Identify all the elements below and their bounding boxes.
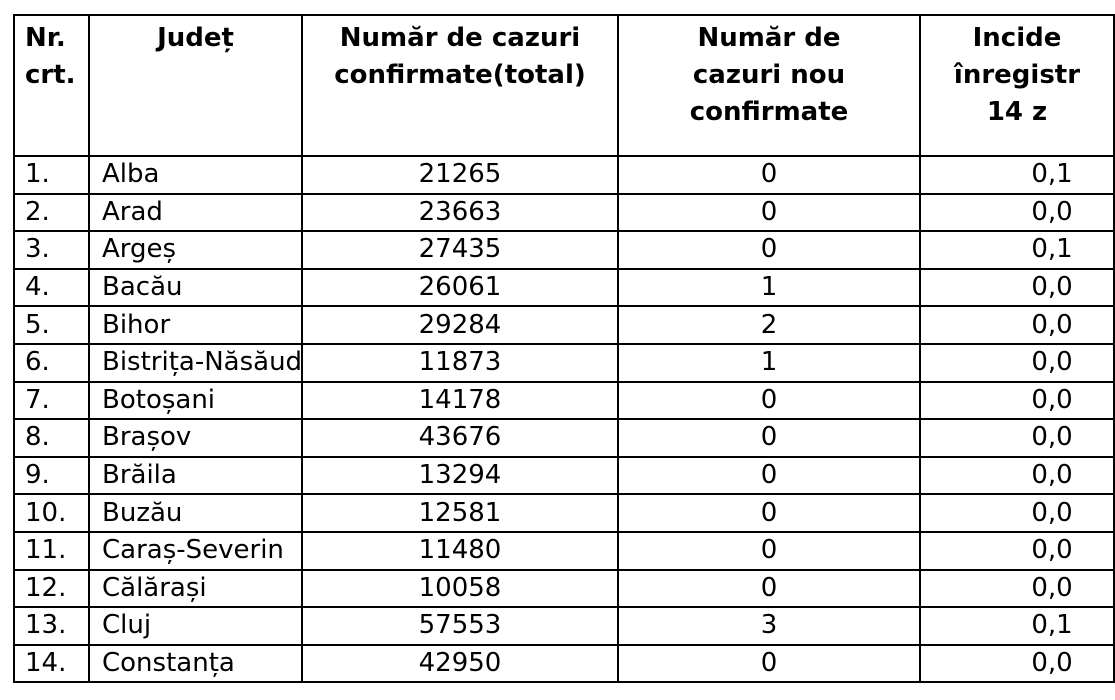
cell-incidence: 0,0 (920, 382, 1114, 420)
cell-new: 0 (618, 570, 920, 608)
table-row (14, 494, 1114, 532)
cases-table (13, 14, 1115, 683)
header-incidence-line-3: 14 z (986, 97, 1048, 127)
cell-nr: 2. (14, 194, 89, 232)
cell-nr: 11. (14, 532, 89, 570)
cell-judet: Botoșani (89, 382, 302, 420)
cell-new: 0 (618, 382, 920, 420)
cell-incidence: 0,1 (920, 231, 1114, 269)
cell-incidence: 0,0 (920, 457, 1114, 495)
header-new-line-3: confirmate (689, 97, 849, 127)
cell-total: 21265 (302, 156, 618, 194)
table-row (14, 231, 1114, 269)
table-row (14, 532, 1114, 570)
cell-new: 0 (618, 419, 920, 457)
cell-new: 0 (618, 494, 920, 532)
cell-nr: 6. (14, 344, 89, 382)
cell-judet: Cluj (89, 607, 302, 645)
cell-total: 43676 (302, 419, 618, 457)
cell-incidence: 0,0 (920, 419, 1114, 457)
cell-total: 10058 (302, 570, 618, 608)
header-judet (89, 15, 302, 156)
table-row (14, 645, 1114, 683)
header-incidence-line-2: înregistr (953, 60, 1081, 90)
cell-total: 13294 (302, 457, 618, 495)
cell-judet: Brăila (89, 457, 302, 495)
cell-total: 11873 (302, 344, 618, 382)
cell-judet: Constanța (89, 645, 302, 683)
cell-judet: Buzău (89, 494, 302, 532)
cell-new: 0 (618, 231, 920, 269)
cell-total: 12581 (302, 494, 618, 532)
cell-incidence: 0,0 (920, 344, 1114, 382)
cell-nr: 14. (14, 645, 89, 683)
table-row (14, 194, 1114, 232)
table-row (14, 344, 1114, 382)
cell-nr: 9. (14, 457, 89, 495)
header-new-line-1: Număr de (697, 23, 841, 53)
cell-incidence: 0,0 (920, 194, 1114, 232)
cell-nr: 7. (14, 382, 89, 420)
cell-nr: 3. (14, 231, 89, 269)
cell-total: 26061 (302, 269, 618, 307)
table-row (14, 419, 1114, 457)
cell-nr: 8. (14, 419, 89, 457)
table-row (14, 457, 1114, 495)
header-total-line-2: confirmate(total) (334, 60, 586, 90)
cell-new: 1 (618, 344, 920, 382)
header-total-cases (302, 15, 618, 156)
header-nr-line-1: Nr. (25, 23, 66, 53)
cell-nr: 13. (14, 607, 89, 645)
header-new-line-2: cazuri nou (692, 60, 846, 90)
table-row (14, 306, 1114, 344)
header-total-line-1: Număr de cazuri (339, 23, 581, 53)
cell-nr: 10. (14, 494, 89, 532)
cell-total: 23663 (302, 194, 618, 232)
header-incidence (920, 15, 1114, 156)
cell-new: 0 (618, 645, 920, 683)
cell-new: 0 (618, 156, 920, 194)
cell-new: 0 (618, 532, 920, 570)
table-row (14, 269, 1114, 307)
cell-new: 1 (618, 269, 920, 307)
cell-incidence: 0,0 (920, 269, 1114, 307)
cell-judet: Arad (89, 194, 302, 232)
header-row (14, 15, 1114, 156)
cell-judet: Călărași (89, 570, 302, 608)
cell-total: 29284 (302, 306, 618, 344)
cell-nr: 12. (14, 570, 89, 608)
cell-new: 2 (618, 306, 920, 344)
cell-total: 27435 (302, 231, 618, 269)
cell-incidence: 0,1 (920, 156, 1114, 194)
cell-incidence: 0,0 (920, 306, 1114, 344)
cell-incidence: 0,0 (920, 494, 1114, 532)
cell-new: 3 (618, 607, 920, 645)
cell-incidence: 0,0 (920, 532, 1114, 570)
header-nr-line-2: crt. (25, 60, 76, 90)
cell-total: 42950 (302, 645, 618, 683)
header-nr-crt (14, 15, 89, 156)
cell-judet: Bihor (89, 306, 302, 344)
table-row (14, 607, 1114, 645)
cell-judet: Bacău (89, 269, 302, 307)
cell-nr: 5. (14, 306, 89, 344)
table-row (14, 382, 1114, 420)
header-judet-line-1: Județ (157, 23, 234, 53)
cell-judet: Alba (89, 156, 302, 194)
cell-judet: Brașov (89, 419, 302, 457)
header-new-cases (618, 15, 920, 156)
cell-total: 14178 (302, 382, 618, 420)
cases-table-container (13, 14, 1081, 690)
cell-new: 0 (618, 194, 920, 232)
cell-new: 0 (618, 457, 920, 495)
cell-nr: 4. (14, 269, 89, 307)
cell-nr: 1. (14, 156, 89, 194)
cell-incidence: 0,1 (920, 607, 1114, 645)
table-row (14, 570, 1114, 608)
cell-total: 57553 (302, 607, 618, 645)
cell-judet: Bistrița-Năsăud (89, 344, 302, 382)
cell-judet: Argeș (89, 231, 302, 269)
cell-total: 11480 (302, 532, 618, 570)
cell-judet: Caraș-Severin (89, 532, 302, 570)
header-incidence-line-1: Incide (972, 23, 1062, 53)
cell-incidence: 0,0 (920, 645, 1114, 683)
table-row (14, 156, 1114, 194)
cell-incidence: 0,0 (920, 570, 1114, 608)
